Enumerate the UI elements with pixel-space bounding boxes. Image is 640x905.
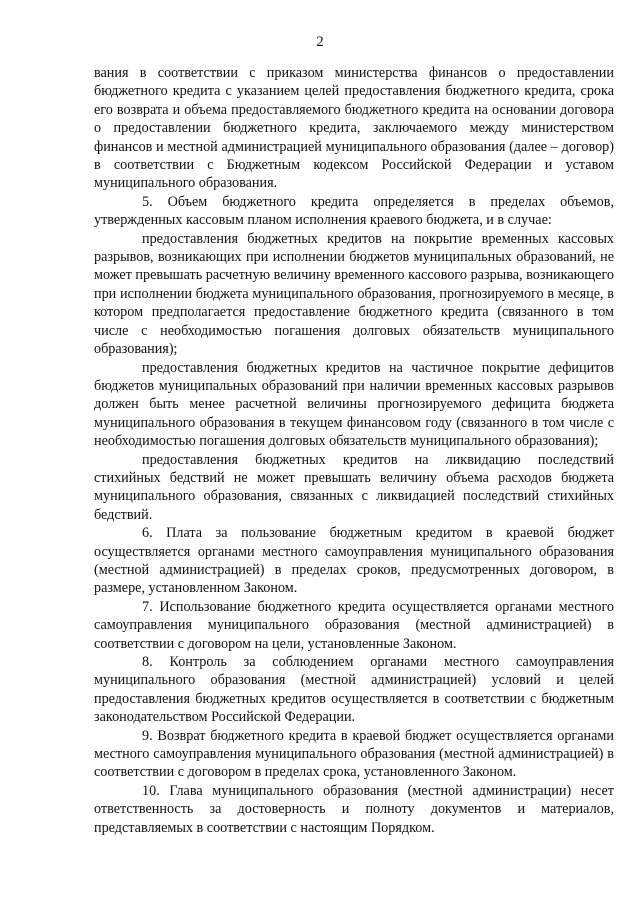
- paragraph-5-case-cash-gaps: предоставления бюджетных кредитов на покрытие временных кассовых разрывов, возникающих при исполнении бюджетов муниципальных образований, не может превышать расчетную величину временного кассового разрыва, возникающего при исполнении бюджета муниципального образования, прогнозируемого в месяце, в котором предполагается предоставление бюджетного кредита (связанного в том числе с необходимостью погашения долговых обязательств муниципального образования);: [94, 230, 614, 358]
- paragraph-5: 5. Объем бюджетного кредита определяется в пределах объемов, утвержденных кассовым планом исполнения краевого бюджета, и в случае:: [94, 193, 614, 229]
- paragraph-7: 7. Использование бюджетного кредита осуществляется органами местного самоуправления муниципального образования (местной администрацией) в соответствии с договором на цели, установленные Законом.: [94, 598, 614, 652]
- page-number: 2: [316, 34, 324, 50]
- document-body: [94, 64, 614, 837]
- paragraph-8: 8. Контроль за соблюдением органами местного самоуправления муниципального образования (местной администрацией) условий и целей предоставления бюджетных кредитов осуществляется в соответствии с бюджетным законодательством Российской Федерации.: [94, 654, 614, 726]
- paragraph-5-case-deficit: предоставления бюджетных кредитов на частичное покрытие дефицитов бюджетов муниципальных образований при наличии временных кассовых разрывов должен быть менее расчетной величины прогнозируемого дефицита бюджета муниципального образования в текущем финансовом году (связанного в том числе с необходимостью погашения долговых обязательств муниципального образования);: [94, 359, 614, 450]
- paragraph-9: 9. Возврат бюджетного кредита в краевой бюджет осуществляется органами местного самоуправления муниципального образования (местной администрацией) в соответствии с договором в пределах срока, установленного Законом.: [94, 727, 614, 781]
- paragraph-6: 6. Плата за пользование бюджетным кредитом в краевой бюджет осуществляется органами местного самоуправления муниципального образования (местной администрацией) в пределах сроков, предусмотренных договором, в размере, установленном Законом.: [94, 525, 614, 597]
- paragraph-10: 10. Глава муниципального образования (местной администрации) несет ответственность за достоверность и полноту документов и материалов, представляемых в соответствии с настоящим Порядком.: [94, 782, 614, 836]
- paragraph-continuation: вания в соответствии с приказом министерства финансов о предоставлении бюджетного кредита с указанием целей предоставления бюджетного кредита, срока его возврата и объема предоставляемого бюджетного кредита на основании договора о предоставлении бюджетного кредита, заключаемого между министерством финансов и местной администрацией муниципального образования (далее – договор) в соответствии с Бюджетным кодексом Российской Федерации и уставом муниципального образования.: [94, 65, 614, 192]
- paragraph-5-case-disasters: предоставления бюджетных кредитов на ликвидацию последствий стихийных бедствий не может превышать величину объема расходов бюджета муниципального образования, связанных с ликвидацией последствий стихийных бедствий.: [94, 451, 614, 523]
